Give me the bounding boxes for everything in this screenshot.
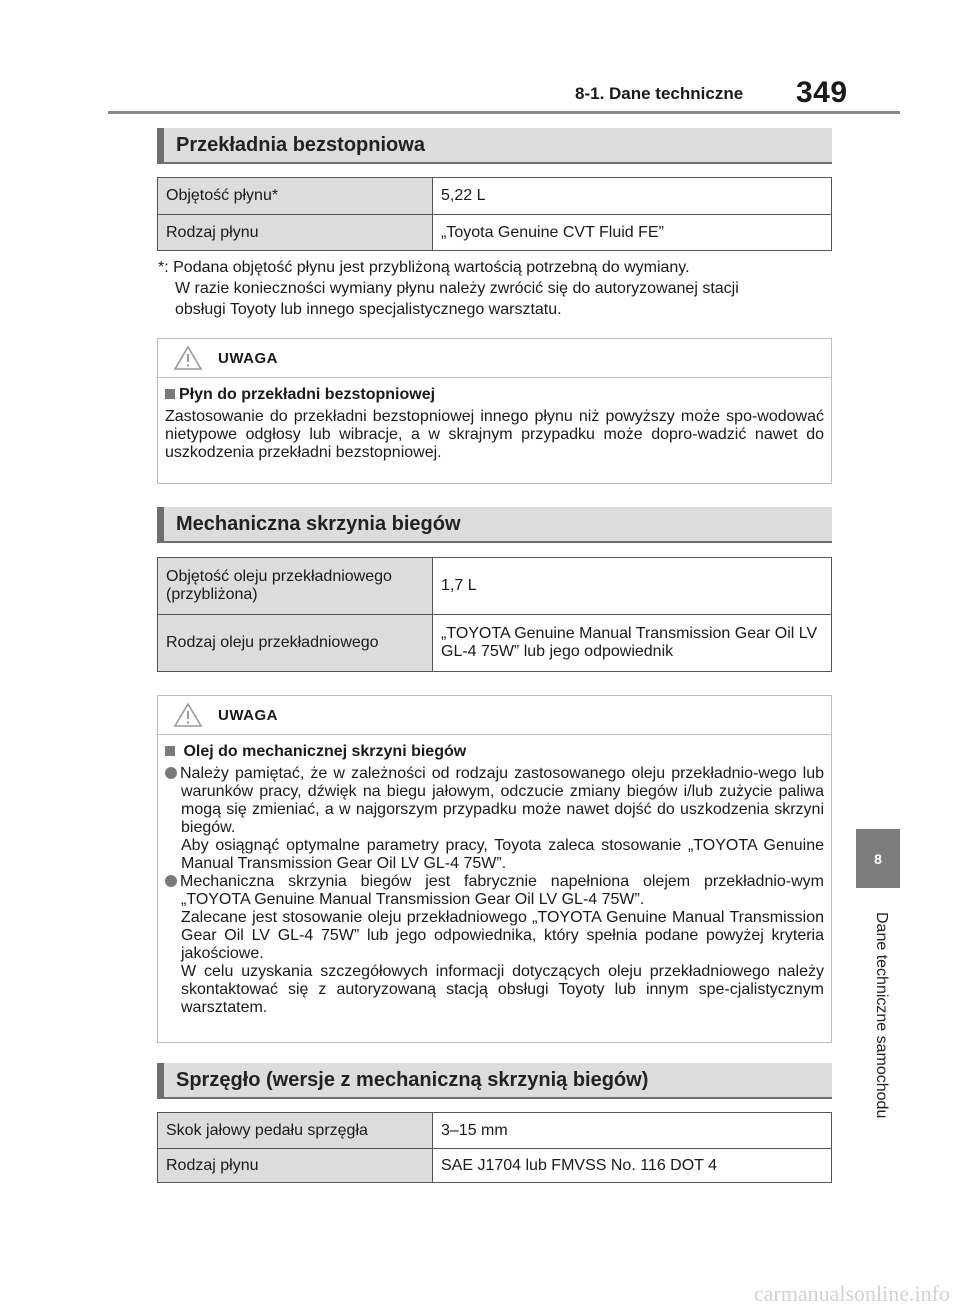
bullet-text: Mechaniczna skrzynia biegów jest fabrycznie napełniona olejem przekładnio-wym „TOYOTA Genuine Manual Transmission Gear Oil LV GL-4 75W”. <box>180 873 824 908</box>
caution-box-cvt <box>157 338 832 484</box>
bullet-subtext: W celu uzyskania szczegółowych informacji dotyczących oleju przekładniowego należy skontaktować się z autoryzowaną stacją obsługi Toyoty lub innym spe-cjalistycznym warsztatem. <box>181 963 824 1016</box>
section-title: Mechaniczna skrzynia biegów <box>176 513 461 535</box>
table-label: Objętość oleju przekładniowego (przybliżona) <box>158 558 433 615</box>
table-row <box>158 558 832 615</box>
caution-text: Zastosowanie do przekładni bezstopniowej innego płynu niż powyższy może spo-wodować nietypowe odgłosy lub wibracje, a w skrajnym przypadku może dopro-wadzić nawet do uszkodzenia przekładni bezstopniowej. <box>165 408 824 461</box>
square-bullet-icon <box>165 389 175 399</box>
table-value: 5,22 L <box>433 178 832 215</box>
chapter-title: Dane techniczne samochodu <box>873 912 890 1119</box>
header-rule <box>108 111 900 114</box>
square-bullet-icon <box>165 746 175 756</box>
caution-box-manual <box>157 695 832 1043</box>
round-bullet-icon <box>165 875 177 887</box>
table-label: Rodzaj oleju przekładniowego <box>158 615 433 672</box>
table-value: „Toyota Genuine CVT Fluid FE” <box>433 215 832 251</box>
watermark: carmanualsonline.info <box>753 1281 950 1306</box>
caution-heading: Płyn do przekładni bezstopniowej <box>179 386 436 403</box>
clutch-spec-table <box>157 1112 832 1183</box>
bullet-item <box>165 765 824 837</box>
table-label: Objętość płynu* <box>158 178 433 215</box>
bullet-text: Należy pamiętać, że w zależności od rodzaju zastosowanego oleju przekładnio-wego lub warunków pracy, dźwięk na biegu jałowym, odczucie zmiany biegów i/lub zużycie paliwa mogą się zmieniać, a w najgorszym przypadku może nawet dojść do uszkodzenia skrzyni biegów. <box>180 765 824 836</box>
caution-label: UWAGA <box>218 350 278 367</box>
table-value: 1,7 L <box>433 558 832 615</box>
running-header-section: 8-1. Dane techniczne <box>575 84 744 103</box>
footnote-line: W razie konieczności wymiany płynu należy zwrócić się do autoryzowanej stacji <box>175 280 739 297</box>
page-number: 349 <box>796 76 848 109</box>
bullet-subtext: Zalecane jest stosowanie oleju przekładniowego „TOYOTA Genuine Manual Transmission Gear Oil LV GL-4 75W” lub jego odpowiednika, który spełnia podane powyżej kryteria jakościowe. <box>181 909 824 962</box>
round-bullet-icon <box>165 767 177 779</box>
caution-body <box>158 378 831 470</box>
bullet-item <box>165 873 824 909</box>
footnote-line: obsługi Toyoty lub innego specjalistycznego warsztatu. <box>175 301 562 318</box>
table-row <box>158 1113 832 1149</box>
section-heading-manual <box>157 507 832 543</box>
bullet-subtext: Aby osiągnąć optymalne parametry pracy, Toyota zaleca stosowanie „TOYOTA Genuine Manual Transmission Gear Oil LV GL-4 75W”. <box>181 837 824 872</box>
section-heading-clutch <box>157 1063 832 1099</box>
table-row <box>158 615 832 672</box>
cvt-spec-table <box>157 177 832 251</box>
table-value: SAE J1704 lub FMVSS No. 116 DOT 4 <box>433 1149 832 1183</box>
caution-header <box>158 339 831 378</box>
section-heading-cvt <box>157 128 832 164</box>
footnote-marker: *: <box>158 259 169 276</box>
table-row <box>158 1149 832 1183</box>
table-value: „TOYOTA Genuine Manual Transmission Gear Oil LV GL-4 75W” lub jego odpowiednik <box>433 615 832 672</box>
caution-body <box>158 735 831 1025</box>
table-value: 3–15 mm <box>433 1113 832 1149</box>
footnote-line: Podana objętość płynu jest przybliżoną wartością potrzebną do wymiany. <box>173 259 690 276</box>
section-title: Sprzęgło (wersje z mechaniczną skrzynią biegów) <box>176 1069 649 1091</box>
warning-triangle-icon <box>173 345 203 371</box>
manual-spec-table <box>157 557 832 672</box>
section-title: Przekładnia bezstopniowa <box>176 134 425 156</box>
table-label: Rodzaj płynu <box>158 215 433 251</box>
caution-label: UWAGA <box>218 707 278 724</box>
caution-header <box>158 696 831 735</box>
table-row <box>158 178 832 215</box>
footnote <box>158 257 830 320</box>
chapter-tab[interactable]: 8 <box>856 829 900 888</box>
warning-triangle-icon <box>173 702 203 728</box>
table-label: Skok jałowy pedału sprzęgła <box>158 1113 433 1149</box>
caution-heading: Olej do mechanicznej skrzyni biegów <box>183 743 467 760</box>
table-row <box>158 215 832 251</box>
table-label: Rodzaj płynu <box>158 1149 433 1183</box>
